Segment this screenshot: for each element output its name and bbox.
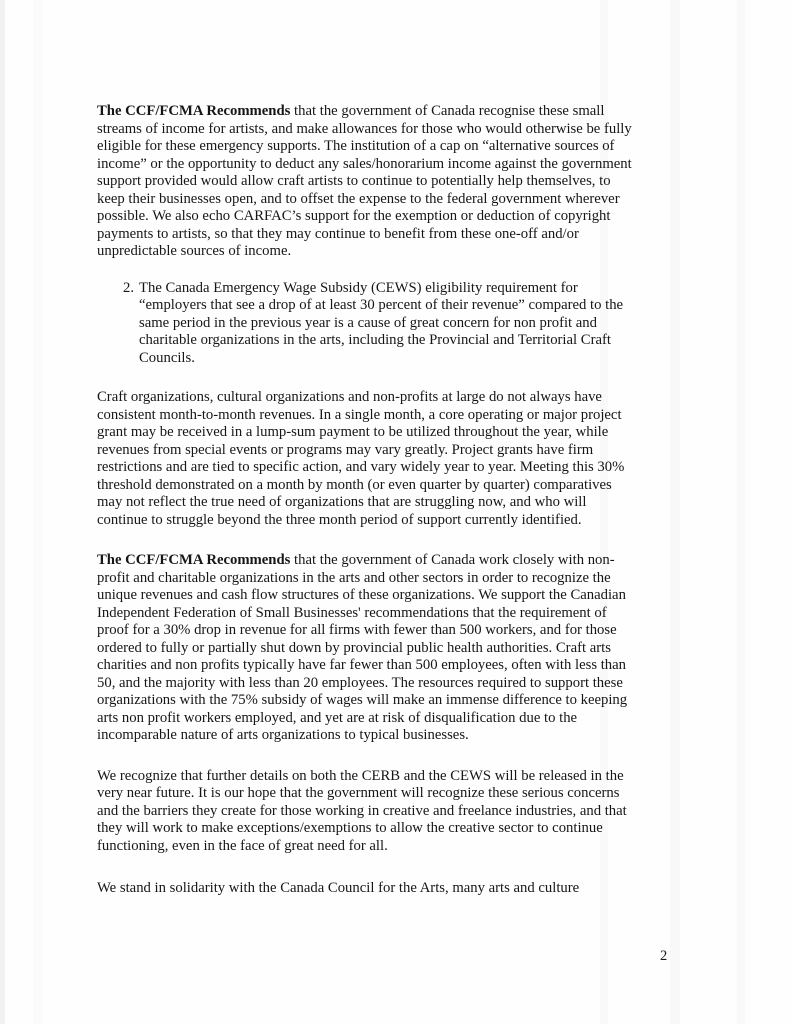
paragraph-craft-organizations: Craft organizations, cultural organizations and non-profits at large do not always have consistent month-to-month revenues. In a single month, a core operating or major project grant may be received in a lump-sum payment to be utilized throughout the year, while revenues from special events or programs may vary greatly. Project grants have firm restrictions and are tied to specific action, and vary widely year to year. Meeting this 30% threshold demonstrated on a month by month (or even quarter by quarter) comparatives may not reflect the true need of organizations that are struggling now, and who will continue to struggle beyond the three month period of support currently identified. bbox=[97, 389, 625, 528]
bold-lead-recommends: The CCF/FCMA Recommends bbox=[97, 552, 291, 568]
paragraph-further-details: We recognize that further details on both the CERB and the CEWS will be released in the very near future. It is our hope that the government will recognize these serious concerns and the barriers they create for those working in creative and freelance industries, and that they will work to make exceptions/exemptions to allow the creative sector to continue functioning, even in the face of great need for all. bbox=[97, 767, 627, 854]
list-item-text: The Canada Emergency Wage Subsidy (CEWS) eligibility requirement for “employers that see a drop of at least 30 percent of their revenue” compared to the same period in the previous year is a cause of great concern for non profit and charitable organizations in the arts, including the Provincial and Territorial Craft Councils. bbox=[139, 279, 624, 366]
scan-streak bbox=[670, 0, 680, 1024]
scan-streak bbox=[737, 0, 745, 1024]
bold-lead-recommends: The CCF/FCMA Recommends bbox=[97, 103, 291, 119]
paragraph-recommendation-cerb bbox=[97, 103, 635, 261]
scan-streak bbox=[33, 0, 43, 1024]
scan-streak bbox=[0, 0, 5, 1024]
list-marker: 2. bbox=[123, 279, 135, 296]
paragraph-text: that the government of Canada work closely with non-profit and charitable organizations in the arts and other sectors in order to recognize the unique revenues and cash flow structures of these organizations. We support the Canadian Independent Federation of Small Businesses' recommendations that the requirement of proof for a 30% drop in revenue for all firms with fewer than 500 workers, and for those ordered to fully or partially shut down by provincial public health authorities. Craft arts charities and non profits typically have far fewer than 500 employees, often with less than 50, and the majority with less than 20 employees. The resources required to support these organizations with the 75% subsidy of wages will make an immense difference to keeping arts non profit workers employed, and yet are at risk of disqualification due to the incomparable nature of arts organizations to typical businesses. bbox=[97, 552, 628, 743]
paragraph-recommendation-cews bbox=[97, 552, 635, 745]
paragraph-solidarity: We stand in solidarity with the Canada Council for the Arts, many arts and culture bbox=[97, 880, 580, 896]
paragraph-text: that the government of Canada recognise these small streams of income for artists, and make allowances for those who would otherwise be fully eligible for these emergency supports. The institution of a cap on “alternative sources of income” or the opportunity to deduct any sales/honorarium income against the government support provided would allow craft artists to continue to potentially help themselves, to keep their businesses open, and to offset the expense to the federal government wherever possible. We also echo CARFAC’s support for the exemption or deduction of copyright payments to artists, so that they may continue to benefit from these one-off and/or unpredictable sources of income. bbox=[97, 103, 632, 259]
page-content bbox=[97, 103, 635, 898]
page-number: 2 bbox=[660, 948, 668, 964]
list-item-cews bbox=[123, 280, 629, 368]
